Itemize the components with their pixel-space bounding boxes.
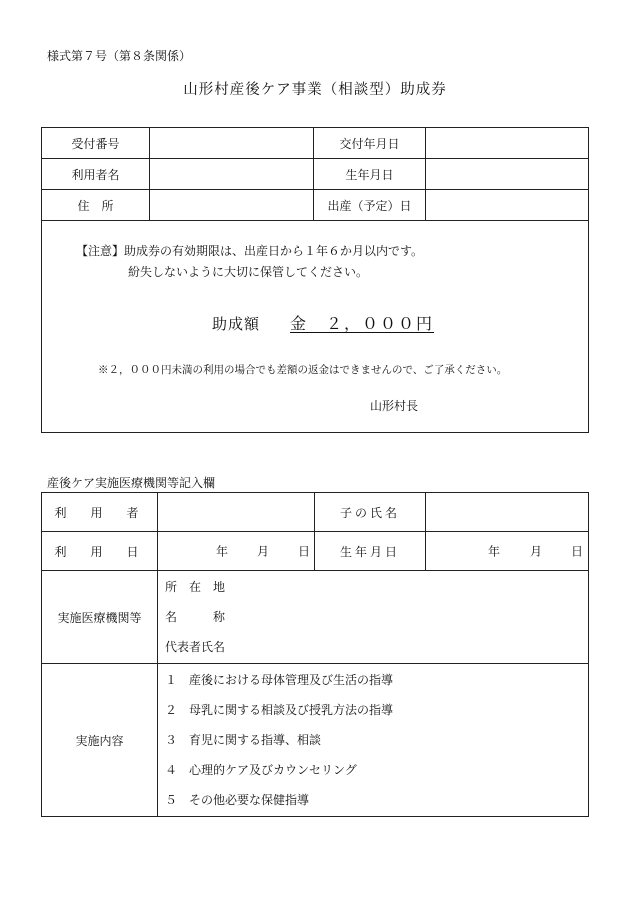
notice-line-1: 【注意】助成券の有効期限は、出産日から１年６か月以内です。	[76, 244, 424, 258]
notice-line-2: 紛失しないように大切に保管してください。	[128, 265, 369, 279]
use-date-day: 日	[298, 544, 311, 559]
birth-date-year: 年	[488, 544, 501, 559]
amount-value: 金 ２，０００円	[290, 314, 435, 333]
address-label: 住 所	[42, 190, 150, 221]
birth-date-field[interactable]	[426, 159, 589, 190]
footnote: ※２，０００円未満の利用の場合でも差額の返金はできませんので、ご了承ください。	[98, 364, 508, 376]
use-date-month: 月	[257, 544, 270, 559]
document-title: 山形村産後ケア事業（相談型）助成券	[183, 82, 447, 98]
content-item: ５ その他必要な保健指導	[165, 793, 310, 807]
content-item: ３ 育児に関する指導、相談	[165, 733, 322, 747]
due-date-label: 出産（予定）日	[314, 190, 426, 221]
section2-title: 産後ケア実施医療機関等記入欄	[47, 476, 216, 490]
content-item: １ 産後における母体管理及び生活の指導	[165, 673, 394, 687]
amount-label: 助成額	[212, 315, 261, 333]
facility-name-label: 名 称	[165, 610, 226, 624]
issue-date-field[interactable]	[426, 128, 589, 159]
facility-fields[interactable]	[158, 571, 589, 664]
facility-label: 実施医療機関等	[42, 571, 158, 664]
content-item: ２ 母乳に関する相談及び授乳方法の指導	[165, 703, 394, 717]
user-label: 利 用 者	[42, 493, 158, 532]
child-name-field[interactable]	[426, 493, 589, 532]
receipt-no-label: 受付番号	[42, 128, 150, 159]
user-name-field[interactable]	[150, 159, 314, 190]
use-date-field[interactable]	[158, 532, 315, 571]
voucher-info-table	[41, 127, 589, 221]
form-number: 様式第７号（第８条関係）	[47, 49, 192, 63]
use-date-label: 利 用 日	[42, 532, 158, 571]
child-name-label: 子の氏名	[315, 493, 426, 532]
birth-date-label-2: 生年月日	[315, 532, 426, 571]
issue-date-label: 交付年月日	[314, 128, 426, 159]
receipt-no-field[interactable]	[150, 128, 314, 159]
issuer: 山形村長	[370, 399, 419, 413]
address-field[interactable]	[150, 190, 314, 221]
birth-date-field-2[interactable]	[426, 532, 589, 571]
birth-date-day: 日	[571, 544, 584, 559]
content-label: 実施内容	[42, 664, 158, 817]
facility-rep-label: 代表者氏名	[165, 640, 226, 654]
facility-address-label: 所 在 地	[165, 580, 226, 594]
user-name-label: 利用者名	[42, 159, 150, 190]
content-item: ４ 心理的ケア及びカウンセリング	[165, 763, 357, 777]
birth-date-label: 生年月日	[314, 159, 426, 190]
facility-record-table	[41, 492, 589, 817]
user-field[interactable]	[158, 493, 315, 532]
use-date-year: 年	[216, 544, 229, 559]
content-items	[158, 664, 589, 817]
birth-date-month: 月	[530, 544, 543, 559]
due-date-field[interactable]	[426, 190, 589, 221]
